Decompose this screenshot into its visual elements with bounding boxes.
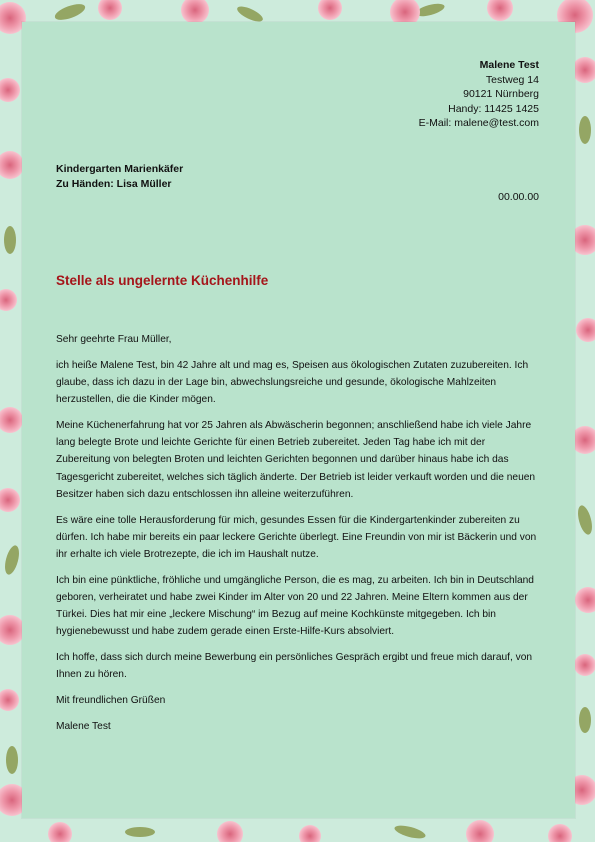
sender-street: Testweg 14 [485,73,539,86]
salutation: Sehr geehrte Frau Müller, [56,334,172,345]
recipient-address-block [56,162,183,191]
paragraph-experience: Meine Küchenerfahrung hat vor 25 Jahren als Abwäscherin begonnen; anschließend habe ich viele Jahre lang belegte Brote und leichte Gerichte für einen Betrieb zubereitet. Jeden Tag habe ich mit der Zubereitung von belegten Broten und leichten Gerichten begonnen und darüber hinaus habe ich das Tagesgericht zubereitet, welches sich täglich änderte. Der Betrieb ist leider verkauft worden und die neuen Besitzer haben sich dazu entschlossen ihn alleine weiterzuführen. [56,420,536,500]
sender-email: E-Mail: malene@test.com [418,117,539,130]
sender-city: 90121 Nürnberg [463,88,539,101]
sender-name: Malene Test [479,59,539,71]
paragraph-intro: ich heiße Malene Test, bin 42 Jahre alt und mag es, Speisen aus ökologischen Zutaten zuzubereiten. Ich glaube, dass ich dazu in der Lage bin, abwechslungsreiche und gesunde, ökologische Mahlzeiten herzustellen, die die Kinder mögen. [56,359,529,406]
sender-address-block [419,58,539,131]
recipient-attention: Zu Händen: Lisa Müller [56,177,172,190]
signature-name: Malene Test [56,721,111,733]
letter-body [56,331,540,744]
letter-subject: Stelle als ungelernte Küchenhilfe [56,273,269,288]
recipient-company: Kindergarten Marienkäfer [56,163,184,175]
letter-date: 00.00.00 [498,191,539,203]
paragraph-personality: Ich bin eine pünktliche, fröhliche und umgängliche Person, die es mag, zu arbeiten. Ich bin in Deutschland geboren, verheiratet und habe zwei Kinder im Alter von 20 und 22 Jahren. Meine Eltern kommen aus der Türkei. Dies hat mir eine „leckere Mischung“ im Bezug auf meine Kochkünste mitgegeben. Ich bin hygienebewusst und habe zudem gerade einen Erste-Hilfe-Kurs absolviert. [56,574,534,638]
sender-phone: Handy: 11425 1425 [448,102,539,115]
paragraph-motivation: Es wäre eine tolle Herausforderung für mich, gesundes Essen für die Kindergartenkinder zubereiten zu dürfen. Ich habe mir bereits ein paar leckere Gerichte überlegt. Eine Freundin von mir ist Bäckerin und von ihr erhalte ich viele Brotrezepte, die ich im Haushalt nutze. [56,514,537,561]
closing-formula: Mit freundlichen Grüßen [56,695,166,707]
letter-page [22,22,575,818]
paragraph-closing: Ich hoffe, dass sich durch meine Bewerbung ein persönliches Gespräch ergibt und freue mich darauf, von Ihnen zu hören. [56,652,533,681]
